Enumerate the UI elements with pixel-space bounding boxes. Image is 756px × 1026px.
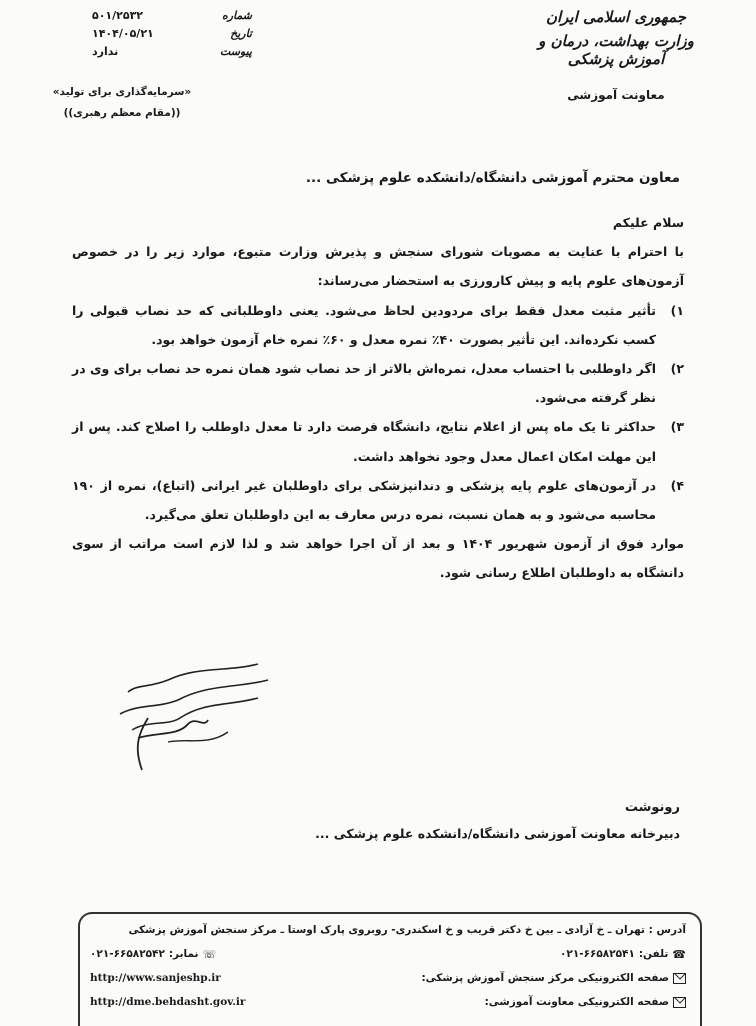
letter-meta bbox=[92, 6, 252, 60]
logo-line-republic: جمهوری اسلامی ایران bbox=[545, 8, 687, 26]
list-item-text: تأثیر مثبت معدل فقط برای مردودین لحاظ می‌شود. یعنی داوطلبانی که حد نصاب قبولی را کسب نکرده‌اند. این تأثیر بصورت ۴۰٪ نمره معدل و ۶۰٪ نمره خام آزمون خواهد بود. bbox=[72, 302, 656, 347]
ministry-logo bbox=[516, 8, 716, 102]
list-item bbox=[72, 296, 684, 354]
footer-fax-value: ۰۲۱-۶۶۵۸۲۵۴۲ bbox=[90, 948, 165, 960]
list-item bbox=[72, 412, 684, 470]
letter-attachment-value: ندارد bbox=[92, 44, 119, 58]
cc-recipient: دبیرخانه معاونت آموزشی دانشگاه/دانشکده علوم پزشکی ... bbox=[315, 826, 680, 841]
footer-fax-label: نمابر: bbox=[168, 948, 199, 960]
footer-site1-url[interactable]: http://www.sanjeshp.ir bbox=[90, 972, 221, 984]
letter-number-label: شماره bbox=[221, 8, 252, 22]
list-item-number: ۴) bbox=[670, 477, 684, 493]
slogan bbox=[42, 82, 202, 124]
greeting: سلام علیکم bbox=[612, 215, 684, 230]
list-item bbox=[72, 471, 684, 529]
list-item-text: اگر داوطلبی با احتساب معدل، نمره‌اش بالاتر از حد نصاب شود همان نمره حد نصاب برای وی در نظر گرفته می‌شود. bbox=[72, 361, 656, 406]
letter-date-label: تاریخ bbox=[230, 26, 252, 40]
footer bbox=[90, 918, 686, 1014]
footer-contact-row bbox=[90, 942, 686, 966]
footer-phone bbox=[560, 948, 686, 961]
footer-site1 bbox=[421, 972, 686, 984]
letter-body bbox=[72, 208, 684, 588]
fax-icon: ☏ bbox=[202, 947, 217, 961]
letter-date-row bbox=[92, 24, 252, 42]
letter-date-value: ۱۴۰۴/۰۵/۲۱ bbox=[92, 26, 154, 40]
logo-line-ministry: وزارت بهداشت، درمان و آموزش پزشکی bbox=[538, 32, 694, 68]
list-item-number: ۱) bbox=[670, 302, 684, 318]
footer-site1-label: صفحه الکترونیکی مرکز سنجش آموزش پزشکی: bbox=[421, 972, 669, 984]
list-item bbox=[72, 354, 684, 412]
footer-address-row bbox=[90, 918, 686, 942]
letter-attachment-row bbox=[92, 42, 252, 60]
slogan-line: «سرمایه‌گذاری برای تولید» bbox=[52, 86, 192, 98]
department-name: معاونت آموزشی bbox=[567, 88, 665, 102]
handwritten-signature bbox=[108, 658, 278, 774]
footer-site2-label: صفحه الکترونیکی معاونت آموزشی: bbox=[484, 996, 669, 1008]
cc-title: رونوشت bbox=[624, 800, 680, 815]
footer-phone-label: تلفن: bbox=[638, 948, 669, 960]
intro-paragraph: با احترام با عنایت به مصوبات شورای سنجش و پذیرش وزارت متبوع، موارد زیر را در خصوص آزمون‌های علوم پایه و پیش کارورزی به استحضار می‌رساند: bbox=[72, 244, 684, 289]
phone-icon: ☎ bbox=[672, 947, 686, 961]
footer-site2-row bbox=[90, 990, 686, 1014]
footer-address: آدرس : تهران ـ خ آزادی ـ بین خ دکتر قریب و خ اسکندری- روبروی پارک اوستا ـ مرکز سنجش آموزش پزشکی bbox=[128, 924, 686, 936]
letter-number-value: ۵۰۱/۲۵۳۲ bbox=[92, 8, 144, 22]
envelope-icon bbox=[673, 973, 686, 984]
footer-site1-row bbox=[90, 966, 686, 990]
footer-fax bbox=[90, 948, 216, 961]
letter-attachment-label: پیوست bbox=[219, 44, 252, 58]
slogan-attribution: ((مقام معظم رهبری)) bbox=[63, 107, 181, 119]
letter-number-row bbox=[92, 6, 252, 24]
footer-site2-url[interactable]: http://dme.behdasht.gov.ir bbox=[90, 996, 246, 1008]
list-item-number: ۳) bbox=[670, 419, 684, 435]
footer-phone-value: ۰۲۱-۶۶۵۸۲۵۴۱ bbox=[560, 948, 635, 960]
closing-paragraph: موارد فوق از آزمون شهریور ۱۴۰۴ و بعد از آن اجرا خواهد شد و لذا لازم است مراتب از سوی دانشگاه به داوطلبان اطلاع رسانی شود. bbox=[72, 536, 684, 581]
list-item-text: حداکثر تا یک ماه پس از اعلام نتایج، دانشگاه فرصت دارد تا معدل داوطلب را اصلاح کند. پس از این مهلت امکان اعمال معدل وجود نخواهد داشت. bbox=[72, 419, 656, 464]
footer-site2 bbox=[485, 996, 686, 1008]
addressee: معاون محترم آموزشی دانشگاه/دانشکده علوم پزشکی ... bbox=[305, 170, 680, 186]
list-item-number: ۲) bbox=[670, 361, 684, 377]
envelope-icon bbox=[673, 997, 686, 1008]
list-item-text: در آزمون‌های علوم پایه پزشکی و دندانپزشکی برای داوطلبان غیر ایرانی (اتباع)، نمره از ۱۹۰ محاسبه می‌شود و به همان نسبت، نمره درس معارف به این داوطلبان تعلق می‌گیرد. bbox=[72, 477, 656, 523]
